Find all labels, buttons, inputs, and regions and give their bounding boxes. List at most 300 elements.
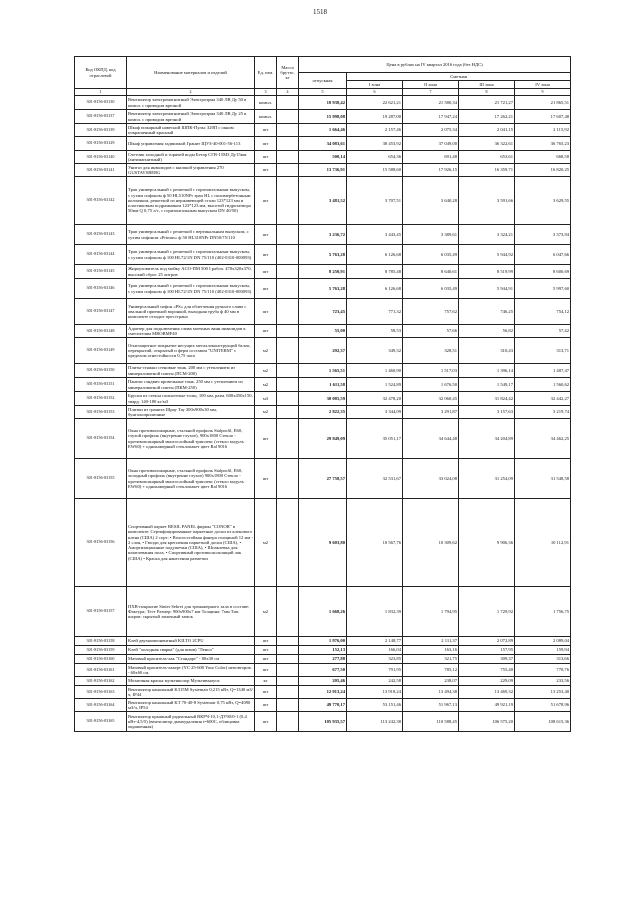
- row-code: 301-8156-03147: [75, 299, 127, 325]
- row-release-price: 8 250,91: [299, 265, 347, 279]
- row-mass: [277, 686, 299, 699]
- table-row: [75, 110, 571, 124]
- row-zone1-price: 3 443,45: [347, 225, 403, 245]
- row-release-price: 34 083,61: [299, 137, 347, 151]
- row-mass: [277, 124, 299, 137]
- row-code: 301-8156-03153: [75, 406, 127, 419]
- row-zone1-price: 771,32: [347, 299, 403, 325]
- row-zone2-price: 110 588,45: [403, 712, 459, 732]
- row-code: 301-8156-03164: [75, 699, 127, 712]
- row-release-price: 29 849,09: [299, 419, 347, 459]
- row-zone4-price: 1 407,47: [515, 364, 571, 378]
- row-zone1-price: 35 051,17: [347, 419, 403, 459]
- row-code: 301-8156-03150: [75, 364, 127, 378]
- row-unit: шт: [255, 299, 277, 325]
- row-zone3-price: 3 324,21: [459, 225, 515, 245]
- row-zone4-price: 6 047,66: [515, 245, 571, 265]
- table-row: [75, 299, 571, 325]
- row-zone2-price: 321,75: [403, 655, 459, 664]
- row-release-price: 55,00: [299, 325, 347, 338]
- row-zone3-price: 8 519,99: [459, 265, 515, 279]
- row-zone4-price: 5 997,60: [515, 279, 571, 299]
- row-unit: шт: [255, 164, 277, 177]
- row-unit: м2: [255, 364, 277, 378]
- row-zone2-price: 785,12: [403, 664, 459, 677]
- row-zone1-price: 22 621,21: [347, 96, 403, 110]
- row-mass: [277, 664, 299, 677]
- table-row: [75, 646, 571, 655]
- row-unit: компл.: [255, 96, 277, 110]
- row-zone1-price: 53 151,46: [347, 699, 403, 712]
- row-zone2-price: 1 517,03: [403, 364, 459, 378]
- column-index: 6: [347, 89, 403, 96]
- row-code: 301-8156-03149: [75, 338, 127, 364]
- row-name: Трап универсальный с решеткой с горизонтальным выпуском, с сухим сифоном ф 100 HL72/1N DN 75/110 (402-0310-000093): [127, 279, 255, 299]
- table-row: [75, 164, 571, 177]
- row-unit: м2: [255, 338, 277, 364]
- row-zone4-price: 21 865,51: [515, 96, 571, 110]
- row-zone1-price: 32 478,20: [347, 392, 403, 406]
- row-zone4-price: 3 629,55: [515, 177, 571, 225]
- row-name: Окна противопожарные, стальной профиль Stalprofil, E60, холодный профиль (внутренне глухое) 900х1800 Стекло - противопожарный многослойный триплекс (стекло модуль EW60) + однокамерный стеклопакет цвет Ral 9016: [127, 459, 255, 499]
- row-mass: [277, 637, 299, 646]
- row-name: Шкаф пожарный навесной ШПК-Пульс 320П с окном покрашенный красный: [127, 124, 255, 137]
- header-release: отпускная: [299, 73, 347, 89]
- row-zone1-price: 3 344,09: [347, 406, 403, 419]
- row-code: 301-8156-03156: [75, 499, 127, 587]
- row-zone2-price: 34 644,48: [403, 419, 459, 459]
- row-mass: [277, 151, 299, 164]
- row-mass: [277, 110, 299, 124]
- table-row: [75, 699, 571, 712]
- table-row: [75, 96, 571, 110]
- row-zone1-price: 15 588,60: [347, 164, 403, 177]
- row-zone3-price: 3 157,63: [459, 406, 515, 419]
- column-index: 4: [277, 89, 299, 96]
- row-zone2-price: 10 309,62: [403, 499, 459, 587]
- row-zone2-price: 1 676,50: [403, 378, 459, 392]
- row-zone3-price: 56,82: [459, 325, 515, 338]
- row-zone1-price: 349,32: [347, 338, 403, 364]
- row-zone3-price: 106 575,20: [459, 712, 515, 732]
- row-name: Трап универсальный с решеткой с горизонтальным выпуском, с сухим сифоном ф 100 HL72/1N DN 75/110 (402-0310-000093): [127, 245, 255, 265]
- row-name: Шкаф управления задвижкой Гранит ЩУЗ-40-001-56-113: [127, 137, 255, 151]
- row-zone1-price: 323,85: [347, 655, 403, 664]
- row-name: Спортивный паркет RESIL PANEL фирмы "CONOR" в комплекте: Сертифицированные паркетные доски из кленового клена (США) 2 сорт: • Вологостойкая фанера толщиной 12 мм - 2 слоя, • Гвозди для крепления паркетной доски (США), • Амортизационные подушечки (США), • Шпаклевка для шпатлевания пола, • Спортивный противоскользящий лак (США) • Краска для нанесения разметки: [127, 499, 255, 587]
- row-release-price: 1 668,26: [299, 587, 347, 637]
- row-unit: м2: [255, 587, 277, 637]
- row-zone2-price: 8 640,61: [403, 265, 459, 279]
- row-zone4-price: 754,12: [515, 299, 571, 325]
- row-unit: шт: [255, 265, 277, 279]
- row-name: ПХВ-покрытие Sinter Sekret для тренажерного зала в составе: Фактура: Тест Размер: 900х900х7 мм Толщина: 7мм Тип. шаров: скрытый замочный замок: [127, 587, 255, 637]
- row-zone3-price: 229,09: [459, 677, 515, 686]
- row-zone2-price: 33 024,08: [403, 459, 459, 499]
- row-unit: м2: [255, 378, 277, 392]
- column-index: 2: [127, 89, 255, 96]
- row-zone1-price: 19 287,00: [347, 110, 403, 124]
- header-name: Наименование материалов и изделий: [127, 57, 255, 89]
- row-zone1-price: 654,36: [347, 151, 403, 164]
- row-name: Клей "холодная сварка" (для швов) "Ленол": [127, 646, 255, 655]
- row-release-price: 500,14: [299, 151, 347, 164]
- row-zone2-price: 163,16: [403, 646, 459, 655]
- table-row: [75, 499, 571, 587]
- row-unit: шт: [255, 124, 277, 137]
- row-zone3-price: 21 721,27: [459, 96, 515, 110]
- row-unit: шт: [255, 459, 277, 499]
- row-zone3-price: 31 254,09: [459, 459, 515, 499]
- row-code: 301-8156-03155: [75, 459, 127, 499]
- row-code: 301-8156-03139: [75, 124, 127, 137]
- row-code: 301-8156-03148: [75, 325, 127, 338]
- row-zone3-price: 17 262,21: [459, 110, 515, 124]
- row-zone2-price: 6 035,49: [403, 245, 459, 265]
- row-unit: шт: [255, 637, 277, 646]
- row-zone4-price: 1 560,62: [515, 378, 571, 392]
- table-row: [75, 587, 571, 637]
- row-release-price: 18 938,42: [299, 96, 347, 110]
- row-code: 301-8156-03157: [75, 587, 127, 637]
- table-row: [75, 419, 571, 459]
- row-name: Матовый краситель-лак "Стандарт" - 80х30 см: [127, 655, 255, 664]
- row-zone3-price: 2 041,15: [459, 124, 515, 137]
- row-zone3-price: 5 944,91: [459, 279, 515, 299]
- row-zone3-price: 157,95: [459, 646, 515, 655]
- row-zone1-price: 10 567,76: [347, 499, 403, 587]
- row-name: Матовый краситель-лакерт (YC 25-600 Your Color) неповторов. - 60х60 см.: [127, 664, 255, 677]
- row-zone2-price: 37 049,00: [403, 137, 459, 151]
- column-index: 3: [255, 89, 277, 96]
- row-zone4-price: 313,66: [515, 655, 571, 664]
- row-code: 301-8156-03130: [75, 96, 127, 110]
- row-zone4-price: 34 462,25: [515, 419, 571, 459]
- row-zone3-price: 1 396,14: [459, 364, 515, 378]
- row-mass: [277, 279, 299, 299]
- header-price: Цена в рублях на IV квартал 2016 года (без НДС): [299, 57, 571, 73]
- row-name: Счетчик холодной и горячей воды Бетар СГВ-15М3 Ду15мм (антимагнитный): [127, 151, 255, 164]
- table-row: [75, 406, 571, 419]
- header-unit: Ед. изм.: [255, 57, 277, 89]
- table-row: [75, 279, 571, 299]
- row-zone2-price: 57,66: [403, 325, 459, 338]
- row-zone4-price: 8 600,69: [515, 265, 571, 279]
- row-mass: [277, 164, 299, 177]
- table-row: [75, 459, 571, 499]
- row-release-price: 49 770,17: [299, 699, 347, 712]
- row-zone1-price: 3 707,51: [347, 177, 403, 225]
- row-zone2-price: 3 389,61: [403, 225, 459, 245]
- row-release-price: 5 763,28: [299, 245, 347, 265]
- row-zone1-price: 1 460,90: [347, 364, 403, 378]
- table-row: [75, 378, 571, 392]
- page-number: 1518: [313, 8, 327, 16]
- row-zone4-price: 57,42: [515, 325, 571, 338]
- row-zone2-price: 6 035,49: [403, 279, 459, 299]
- row-name: Огнезащитное покрытие несущих металлоконструкций балок, перекрытий, открытый и ферм составом "UNITERM" с пределом огнестойкости 0,75 часа: [127, 338, 255, 364]
- row-zone2-price: 51 967,13: [403, 699, 459, 712]
- row-code: 301-8156-03145: [75, 265, 127, 279]
- row-mass: [277, 96, 299, 110]
- row-release-price: 1 611,58: [299, 378, 347, 392]
- row-zone1-price: 13 918,24: [347, 686, 403, 699]
- row-zone1-price: 6 126,68: [347, 279, 403, 299]
- row-zone3-price: 16 359,71: [459, 164, 515, 177]
- column-index: 8: [459, 89, 515, 96]
- row-zone3-price: 2 072,89: [459, 637, 515, 646]
- row-unit: шт: [255, 245, 277, 265]
- row-zone2-price: 21 580,34: [403, 96, 459, 110]
- header-estimate: Сметная: [347, 73, 571, 81]
- row-unit: шт: [255, 712, 277, 732]
- row-code: 301-8156-03159: [75, 646, 127, 655]
- row-code: 301-8156-03163: [75, 686, 127, 699]
- row-zone4-price: 159,94: [515, 646, 571, 655]
- table-row: [75, 124, 571, 137]
- row-zone4-price: 108 615,36: [515, 712, 571, 732]
- row-mass: [277, 392, 299, 406]
- row-release-price: 30 085,59: [299, 392, 347, 406]
- column-index: 1: [75, 89, 127, 96]
- row-unit: шт: [255, 325, 277, 338]
- row-zone2-price: 3 291,87: [403, 406, 459, 419]
- table-row: [75, 325, 571, 338]
- row-zone3-price: 653,61: [459, 151, 515, 164]
- row-unit: компл.: [255, 110, 277, 124]
- row-mass: [277, 325, 299, 338]
- row-name: Плитки из гранита Шрау Тау 300х900х30 мм, бунгалоприличные: [127, 406, 255, 419]
- row-zone3-price: 31 824,42: [459, 392, 515, 406]
- row-zone4-price: 10 112,91: [515, 499, 571, 587]
- column-index: 7: [403, 89, 459, 96]
- row-zone4-price: 36 765,23: [515, 137, 571, 151]
- row-code: 301-8156-03129: [75, 137, 127, 151]
- row-release-price: 3 481,52: [299, 177, 347, 225]
- column-index: 9: [515, 89, 571, 96]
- row-zone1-price: 38 453,92: [347, 137, 403, 151]
- row-mass: [277, 245, 299, 265]
- table-row: [75, 637, 571, 646]
- row-mass: [277, 177, 299, 225]
- row-zone2-price: 238,07: [403, 677, 459, 686]
- row-release-price: 5 763,28: [299, 279, 347, 299]
- row-name: Вентилятор крышный радиальный ВКРЧ-10,1-ДУ90/0-1 (0,4 кВт-4,5/5) (вентилятор дымоудаления t=600С, облицовка окрашенная): [127, 712, 255, 732]
- row-zone1-price: 113 242,38: [347, 712, 403, 732]
- row-mass: [277, 378, 299, 392]
- row-unit: кг: [255, 677, 277, 686]
- row-zone3-price: 5 944,92: [459, 245, 515, 265]
- row-mass: [277, 677, 299, 686]
- table-row: [75, 177, 571, 225]
- row-name: Плиты-стяжки стеновые тонк. 200 мм с утеплением из минераловатной плиты (ПСМ-200): [127, 364, 255, 378]
- table-row: [75, 364, 571, 378]
- row-code: 301-8156-03154: [75, 419, 127, 459]
- row-name: Универсальный сифон «PS» для облегчения ручного слива с овальной приемной воронкой, выходная труба ф 40 мм в комплекте отходит пресстрана: [127, 299, 255, 325]
- row-code: 301-8156-03146: [75, 279, 127, 299]
- row-zone2-price: 17 947,24: [403, 110, 459, 124]
- row-zone2-price: 13 494,38: [403, 686, 459, 699]
- row-unit: шт: [255, 664, 277, 677]
- row-mass: [277, 299, 299, 325]
- row-unit: шт: [255, 699, 277, 712]
- row-zone4-price: 2 089,04: [515, 637, 571, 646]
- row-unit: шт: [255, 137, 277, 151]
- column-index: 5: [299, 89, 347, 96]
- row-zone2-price: 1 794,95: [403, 587, 459, 637]
- row-zone4-price: 313,71: [515, 338, 571, 364]
- header-code: Код ОКПД, код отраслевой: [75, 57, 127, 89]
- row-name: Вентилятор электромагнитный Электроэрма 340 ЛВ Ду 25 в компл. с приводом врезной: [127, 110, 255, 124]
- header-mass: Масса брутто, кг: [277, 57, 299, 89]
- row-zone1-price: 1 524,89: [347, 378, 403, 392]
- row-name: Мозаичная краска мультиколор Мультивыпуск: [127, 677, 255, 686]
- row-zone3-price: 755,40: [459, 664, 515, 677]
- row-unit: шт: [255, 225, 277, 245]
- header-zone-3: III зона: [459, 81, 515, 89]
- row-zone3-price: 310,43: [459, 338, 515, 364]
- row-name: Вентилятор канальный KT 70-40-8 Systemair 0,75 кВт, Q=4090 м3/ч, IP54: [127, 699, 255, 712]
- row-name: Трап универсальный с решеткой с вертикальным выпуском, с сухим сифоном «Primus» ф 50 HL310NPr DN50/75/110: [127, 225, 255, 245]
- row-mass: [277, 137, 299, 151]
- row-code: 301-8156-03141: [75, 164, 127, 177]
- table-row: [75, 137, 571, 151]
- table-row: [75, 392, 571, 406]
- row-mass: [277, 265, 299, 279]
- row-code: 301-8156-03158: [75, 637, 127, 646]
- row-zone4-price: 13 253,40: [515, 686, 571, 699]
- row-zone1-price: 242,58: [347, 677, 403, 686]
- row-name: Бруски из стекла полнотелые толщ. 100 мм, разм. 600х450х150, твард. 140-180 кг/м3: [128, 393, 253, 404]
- row-unit: м2: [255, 406, 277, 419]
- row-release-price: 1 565,51: [299, 364, 347, 378]
- row-code: 301-8156-03161: [75, 664, 127, 677]
- row-zone1-price: 6 126,68: [347, 245, 403, 265]
- row-zone1-price: 8 785,48: [347, 265, 403, 279]
- row-mass: [277, 419, 299, 459]
- row-code: 301-8156-03162: [75, 677, 127, 686]
- row-zone2-price: 2 075,34: [403, 124, 459, 137]
- row-zone1-price: 32 531,67: [347, 459, 403, 499]
- table-row: [75, 338, 571, 364]
- row-unit: м2: [255, 499, 277, 587]
- row-release-price: 15 998,08: [299, 110, 347, 124]
- row-unit: шт: [255, 419, 277, 459]
- header-zone-2: II зона: [403, 81, 459, 89]
- row-zone4-price: 31 548,58: [515, 459, 571, 499]
- row-mass: [277, 655, 299, 664]
- row-name: Адаптер для подключения слива моечных ванн инвалидов к смесителям MRORMF40: [127, 325, 255, 338]
- table-row: [75, 265, 571, 279]
- row-unit: шт: [255, 686, 277, 699]
- row-release-price: 277,88: [299, 655, 347, 664]
- row-code: 301-8156-03140: [75, 151, 127, 164]
- row-mass: [277, 587, 299, 637]
- row-release-price: 205,46: [299, 677, 347, 686]
- row-name: Вентилятор электромагнитный Электроэрма 340 ЛВ Ду 50 в компл. с приводом врезной: [127, 96, 255, 110]
- row-name: Клей двухкомпонентный KILTO 2CPU: [127, 637, 255, 646]
- row-zone1-price: 58,53: [347, 325, 403, 338]
- row-mass: [277, 499, 299, 587]
- table-row: [75, 245, 571, 265]
- table-row: [75, 664, 571, 677]
- row-mass: [277, 712, 299, 732]
- row-code: 301-8156-03165: [75, 712, 127, 732]
- row-release-price: 152,13: [299, 646, 347, 655]
- row-code: 301-8156-03142: [75, 177, 127, 225]
- table-row: [75, 225, 571, 245]
- row-zone4-price: 32 442,27: [515, 392, 571, 406]
- row-zone4-price: 1 756,75: [515, 587, 571, 637]
- row-release-price: 1 976,00: [299, 637, 347, 646]
- row-zone3-price: 36 322,61: [459, 137, 515, 151]
- row-zone4-price: 17 607,48: [515, 110, 571, 124]
- row-code: 301-8156-03144: [75, 245, 127, 265]
- row-zone4-price: 770,76: [515, 664, 571, 677]
- row-unit: шт: [255, 655, 277, 664]
- row-zone2-price: 691,48: [403, 151, 459, 164]
- row-zone3-price: 746,25: [459, 299, 515, 325]
- row-unit: шт: [255, 646, 277, 655]
- row-zone4-price: 3 373,94: [515, 225, 571, 245]
- row-unit: шт: [255, 151, 277, 164]
- row-name: Вентилятор канальный K315M Systemair 0,215 кВт, Q=1340 м3/ч, IP44: [128, 686, 253, 697]
- row-mass: [277, 225, 299, 245]
- price-table: [74, 56, 571, 732]
- row-code: 301-8156-03151: [75, 378, 127, 392]
- row-zone2-price: 328,51: [403, 338, 459, 364]
- row-zone1-price: 1 832,39: [347, 587, 403, 637]
- header-zone-4: IV зона: [515, 81, 571, 89]
- table-row: [75, 677, 571, 686]
- row-name: Жироуловитель под мойку ACO-ПМ 500 I рабоч. 470х320х370, высокий сброс 25 литров: [127, 265, 255, 279]
- row-release-price: 12 913,24: [299, 686, 347, 699]
- row-code: 301-8156-03152: [75, 392, 127, 406]
- row-release-price: 2 822,35: [299, 406, 347, 419]
- row-zone4-price: 668,58: [515, 151, 571, 164]
- row-unit: м3: [255, 392, 277, 406]
- row-code: 301-8156-03137: [75, 110, 127, 124]
- table-row: [75, 151, 571, 164]
- row-zone1-price: 791,95: [347, 664, 403, 677]
- row-release-price: 3 236,72: [299, 225, 347, 245]
- row-zone3-price: 1 549,17: [459, 378, 515, 392]
- row-zone2-price: 17 926,15: [403, 164, 459, 177]
- row-zone3-price: 309,37: [459, 655, 515, 664]
- row-release-price: 292,37: [299, 338, 347, 364]
- row-code: 301-8156-03143: [75, 225, 127, 245]
- row-name: Унитаз для инвалидов с кнопкой управления 270 GUSTAVSBERG: [127, 164, 255, 177]
- row-zone1-price: 2 157,46: [347, 124, 403, 137]
- row-zone3-price: 3 591,66: [459, 177, 515, 225]
- row-release-price: 9 603,80: [299, 499, 347, 587]
- row-zone3-price: 13 469,32: [459, 686, 515, 699]
- row-zone3-price: 34 204,89: [459, 419, 515, 459]
- row-mass: [277, 338, 299, 364]
- row-mass: [277, 646, 299, 655]
- row-release-price: 1 664,46: [299, 124, 347, 137]
- table-row: [75, 712, 571, 732]
- row-release-price: 105 935,57: [299, 712, 347, 732]
- row-release-price: 13 736,91: [299, 164, 347, 177]
- row-zone4-price: 16 820,25: [515, 164, 571, 177]
- column-index-row: [75, 89, 571, 96]
- row-name: Трап универсальный с решеткой с горизонтальным выпуском, с сухим сифоном ф 50 HL510NPr трап HL с полимербетонным колпачком, решеткой из нержавеющей стали 123*123 мм и пластиковым подрамником 123*123 мм, высотой гидрозатвора 50мм Q 0,75 л/с, с горизонтальным выпуском DN 40/50): [127, 177, 255, 225]
- row-mass: [277, 406, 299, 419]
- row-mass: [277, 364, 299, 378]
- row-zone1-price: 166,04: [347, 646, 403, 655]
- row-zone3-price: 9 906,36: [459, 499, 515, 587]
- row-name: Окна противопожарные, стальной профиль Stalprofil, E60, глухой профиль (внутренне глухое), 900х1800 Стекло - противопожарный многослойный триплекс (стекло модуль EW60) + однокамерный стеклопакет цвет Ral 9016: [127, 419, 255, 459]
